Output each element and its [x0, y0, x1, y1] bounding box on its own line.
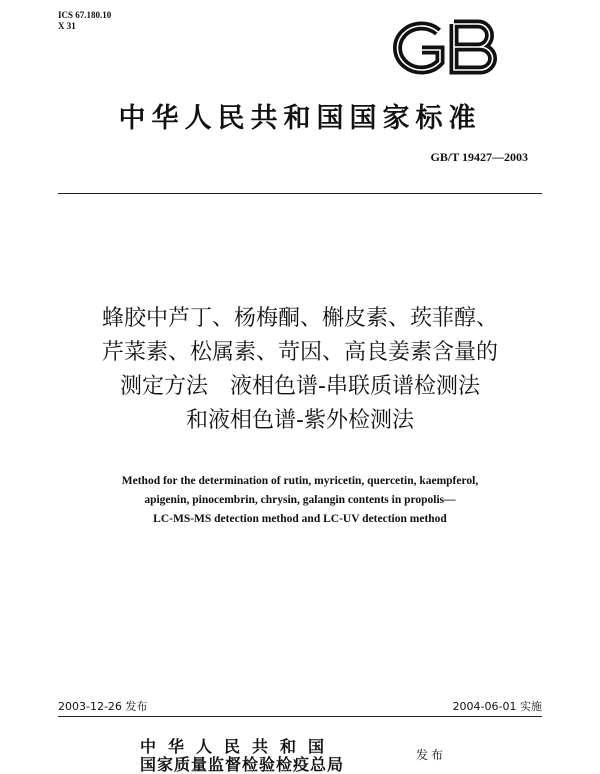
- bottom-divider: [58, 716, 542, 717]
- ics-code: ICS 67.180.10: [58, 10, 112, 20]
- publisher-line-1: 中华人民共和国: [140, 737, 337, 756]
- english-title-line: Method for the determination of rutin, myricetin, quercetin, kaempferol,: [121, 475, 479, 487]
- chinese-title-line: 测定方法 液相色谱-串联质谱检测法: [120, 374, 480, 399]
- publish-verb: 发布: [416, 748, 447, 762]
- standard-code: GB/T 19427—2003: [430, 150, 528, 164]
- chinese-title-line: 蜂胶中芦丁、杨梅酮、槲皮素、莰菲醇、: [101, 306, 498, 331]
- chinese-title-line: 芹菜素、松属素、苛因、高良姜素含量的: [101, 340, 498, 365]
- chinese-title-line: 和液相色谱-紫外检测法: [186, 408, 414, 433]
- publisher: [140, 738, 344, 774]
- logo-text: GB: [384, 18, 386, 19]
- implementation-date: 2004-06-01 实施: [452, 700, 542, 713]
- top-divider: [58, 193, 542, 194]
- chinese-title: [40, 302, 560, 438]
- standard-title: 中华人民共和国国家标准: [118, 103, 482, 134]
- ccs-code: X 31: [58, 21, 76, 31]
- classification-codes: [58, 10, 111, 32]
- gb-logo-icon: [384, 18, 508, 76]
- publisher-line-2: 国家质量监督检验检疫总局: [140, 755, 345, 774]
- english-title: [40, 472, 560, 529]
- english-title-line: apigenin, pinocembrin, chrysin, galangin contents in propolis—: [144, 494, 456, 506]
- issue-date: 2003-12-26 发布: [58, 700, 148, 713]
- english-title-line: LC-MS-MS detection method and LC-UV detection method: [153, 513, 447, 525]
